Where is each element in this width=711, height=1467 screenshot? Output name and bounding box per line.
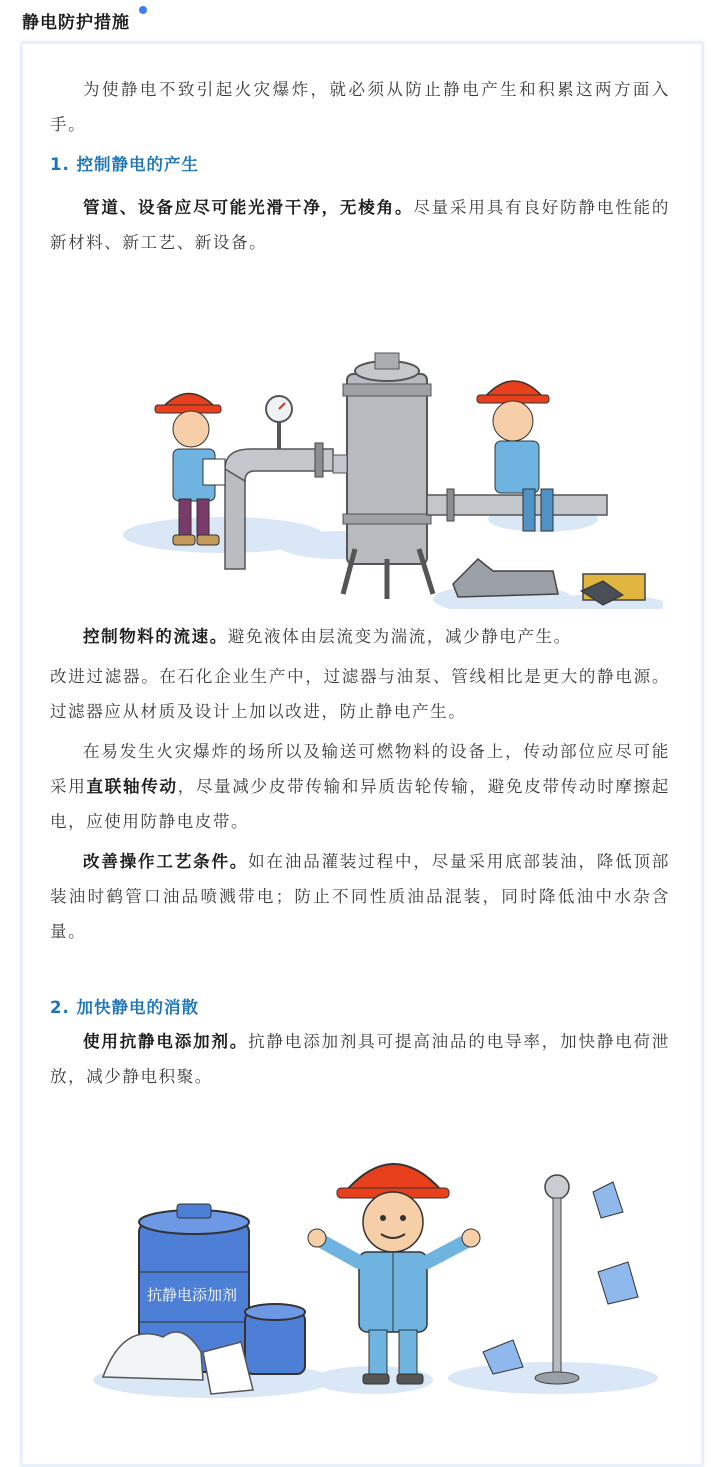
section1-paragraph-5 xyxy=(50,844,670,949)
body-text: 尽量采用具有良好防静电性能的新材料、新工艺、新设备。 xyxy=(50,198,670,252)
barrel-label: 抗静电添加剂 xyxy=(147,1286,238,1304)
emphasis-text: 直联轴传动 xyxy=(86,777,178,796)
section2-heading: 2. 加快静电的消散 xyxy=(50,998,199,1017)
emphasis-text: 管道、设备应尽可能光滑干净，无棱角。 xyxy=(83,198,414,217)
title-dot-icon xyxy=(139,6,147,14)
intro-paragraph: 为使静电不致引起火灾爆炸，就必须从防止静电产生和积累这两方面入手。 xyxy=(50,80,670,134)
body-text: 在易发生火灾爆炸的场所以及输送可燃物料的设备上，传动部位应尽可能采用 xyxy=(50,742,670,796)
body-text: ，尽量减少皮带传输和异质齿轮传输，避免皮带传动时摩擦起电，应使用防静电皮带。 xyxy=(50,777,671,831)
emphasis-text: 控制物料的流速。 xyxy=(83,627,228,646)
page-title: 静电防护措施 xyxy=(22,13,130,33)
section1-paragraph-4 xyxy=(50,734,670,839)
section1-paragraph-1 xyxy=(50,190,670,260)
emphasis-text: 使用抗静电添加剂。 xyxy=(83,1032,249,1051)
section2-paragraph-1 xyxy=(50,1024,670,1094)
body-text: 避免液体由层流变为湍流，减少静电产生。 xyxy=(227,627,572,646)
section1-heading: 1. 控制静电的产生 xyxy=(50,155,199,174)
section1-paragraph-3: 改进过滤器。在石化企业生产中，过滤器与油泵、管线相比是更大的静电源。过滤器应从材质及设计上加以改进，防止静电产生。 xyxy=(50,667,670,721)
body-text: 抗静电添加剂具可提高油品的电导率，加快静电荷泄放，减少静电积聚。 xyxy=(50,1032,670,1086)
section1-paragraph-2 xyxy=(50,619,670,654)
antistatic-additive-illustration xyxy=(83,1122,663,1402)
pipeline-illustration xyxy=(103,309,663,609)
content-card xyxy=(20,41,704,1467)
body-text: 如在油品灌装过程中，尽量采用底部装油，降低顶部装油时鹤管口油品喷溅带电；防止不同性质油品混装，同时降低油中水杂含量。 xyxy=(50,852,670,941)
emphasis-text: 改善操作工艺条件。 xyxy=(83,852,249,871)
